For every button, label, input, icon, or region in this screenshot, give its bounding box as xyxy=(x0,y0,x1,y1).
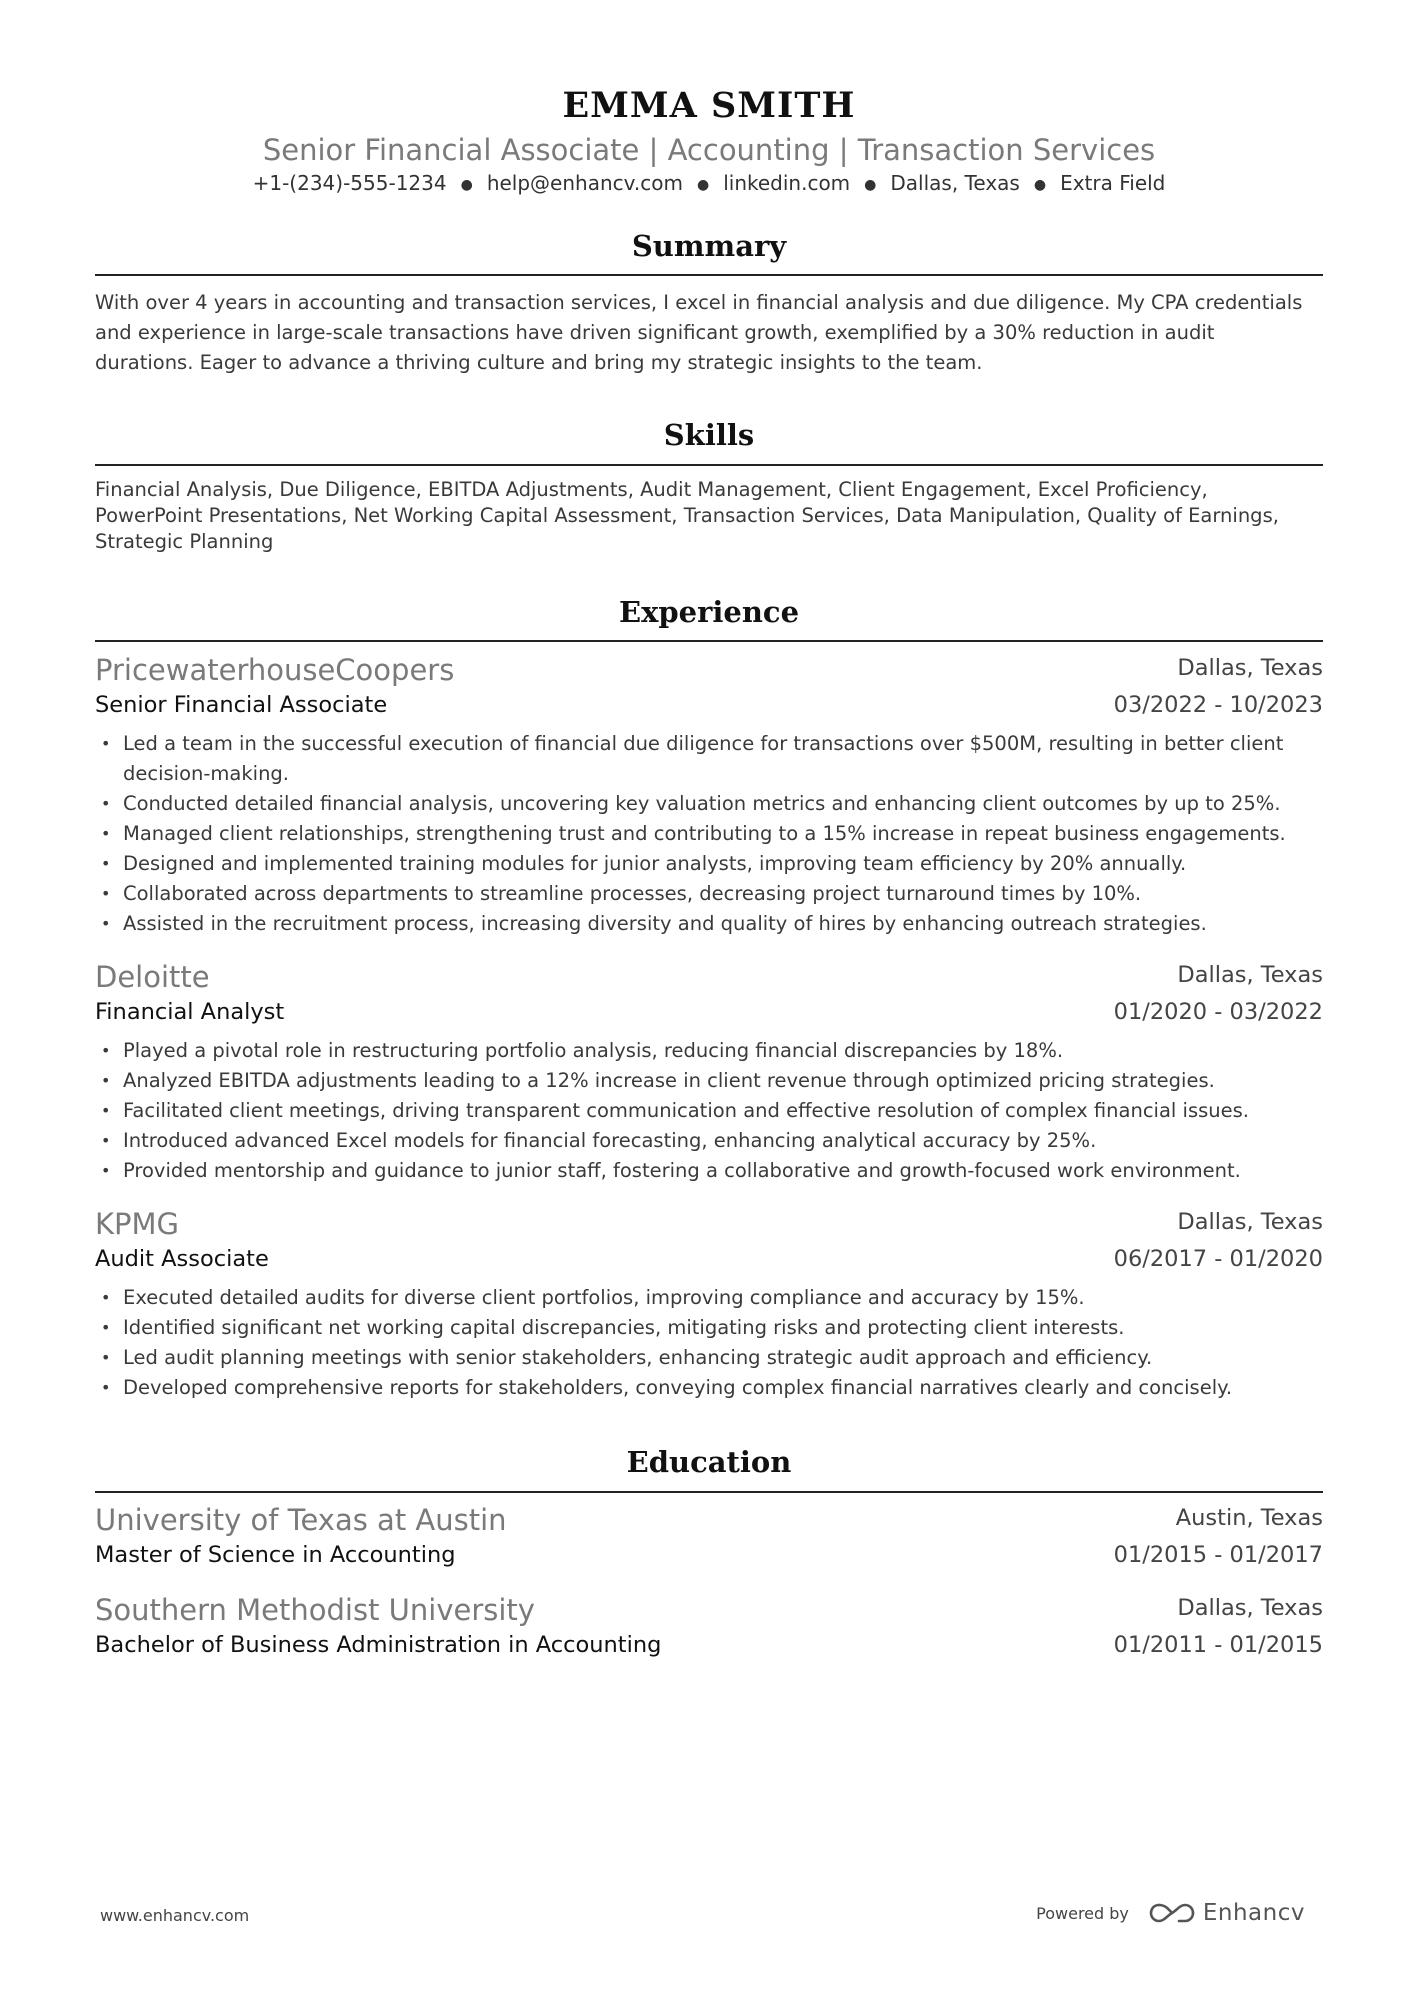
candidate-name: EMMA SMITH xyxy=(562,85,856,126)
bullet-dot-icon: • xyxy=(101,1318,111,1337)
job-dates: 01/2020 - 03/2022 xyxy=(1113,999,1323,1025)
contact-email[interactable]: help@enhancv.com xyxy=(486,171,683,195)
bullet-dot-icon: ● xyxy=(696,176,710,193)
job-role-row xyxy=(95,997,1323,1027)
degree: Bachelor of Business Administration in Accounting xyxy=(95,1632,662,1658)
list-item: • Conducted detailed financial analysis, uncovering key valuation metrics and enhancing client outcomes by up to 25%. xyxy=(95,789,1323,819)
section-divider xyxy=(95,640,1323,642)
list-item: • Executed detailed audits for diverse client portfolios, improving compliance and accuracy by 15%. xyxy=(95,1283,1323,1313)
summary-line: durations. Eager to advance a thriving culture and bring my strategic insights to the team. xyxy=(95,351,983,374)
list-item: • Collaborated across departments to streamline processes, decreasing project turnaround times by 10%. xyxy=(95,879,1323,909)
bullet-dot-icon: • xyxy=(101,854,111,873)
bullet-dot-icon: • xyxy=(101,734,111,753)
bullet-dot-icon: • xyxy=(101,1041,111,1060)
degree: Master of Science in Accounting xyxy=(95,1542,456,1568)
job-dates: 06/2017 - 01/2020 xyxy=(1113,1246,1323,1272)
job-role: Financial Analyst xyxy=(95,999,285,1025)
job-role-row xyxy=(95,1244,1323,1274)
degree-row xyxy=(95,1540,1323,1570)
job-header xyxy=(95,1206,1323,1242)
skills-heading: Skills xyxy=(663,418,755,452)
section-divider xyxy=(95,464,1323,466)
list-item: • Provided mentorship and guidance to junior staff, fostering a collaborative and growth-focused work environment. xyxy=(95,1156,1323,1186)
job-dates: 03/2022 - 10/2023 xyxy=(1113,692,1323,718)
contact-phone: +1-(234)-555-1234 xyxy=(252,171,447,195)
company-name: KPMG xyxy=(95,1207,179,1241)
school-name: University of Texas at Austin xyxy=(95,1503,507,1537)
bullet-dot-icon: ● xyxy=(864,176,877,193)
job-header xyxy=(95,652,1323,688)
brand-logo[interactable] xyxy=(1149,1900,1305,1926)
school-header xyxy=(95,1502,1323,1538)
job-header xyxy=(95,959,1323,995)
list-item: • Developed comprehensive reports for stakeholders, conveying complex financial narratives clearly and concisely. xyxy=(95,1373,1323,1403)
school-name: Southern Methodist University xyxy=(95,1593,535,1627)
contact-extra: Extra Field xyxy=(1060,171,1166,195)
skills-line: PowerPoint Presentations, Net Working Capital Assessment, Transaction Services, Data Manipulation, Quality of Earnings, xyxy=(95,504,1279,527)
list-item: • Facilitated client meetings, driving transparent communication and effective resolution of complex financial issues. xyxy=(95,1096,1323,1126)
contact-linkedin[interactable]: linkedin.com xyxy=(723,171,851,195)
job-location: Dallas, Texas xyxy=(1177,1209,1323,1235)
footer-branding xyxy=(1036,1898,1305,1928)
bullet-dot-icon: • xyxy=(101,1131,111,1150)
bullet-dot-icon: • xyxy=(101,1288,111,1307)
summary-heading: Summary xyxy=(631,229,787,263)
job-role: Senior Financial Associate xyxy=(95,692,388,718)
bullet-dot-icon: ● xyxy=(1033,176,1047,193)
contact-location: Dallas, Texas xyxy=(890,171,1020,195)
list-item: • Led audit planning meetings with senior stakeholders, enhancing strategic audit approach and efficiency. xyxy=(95,1343,1323,1373)
job-location: Dallas, Texas xyxy=(1177,962,1323,988)
summary-text xyxy=(95,288,1323,378)
company-name: PricewaterhouseCoopers xyxy=(95,653,455,687)
list-item: • Assisted in the recruitment process, increasing diversity and quality of hires by enhancing outreach strategies. xyxy=(95,909,1323,939)
job-role-row xyxy=(95,690,1323,720)
school-location: Austin, Texas xyxy=(1175,1505,1323,1531)
bullet-dot-icon: ● xyxy=(460,176,473,193)
job-role: Audit Associate xyxy=(95,1246,269,1272)
list-item: • Identified significant net working capital discrepancies, mitigating risks and protecting client interests. xyxy=(95,1313,1323,1343)
bullet-dot-icon: • xyxy=(101,1161,111,1180)
experience-heading: Experience xyxy=(618,595,800,629)
bullet-dot-icon: • xyxy=(101,1071,111,1090)
bullet-dot-icon: • xyxy=(101,1378,111,1397)
job-location: Dallas, Texas xyxy=(1177,655,1323,681)
degree-row xyxy=(95,1630,1323,1660)
enhancv-logo-icon xyxy=(1149,1901,1195,1925)
bullet-dot-icon: • xyxy=(101,1101,111,1120)
skills-text xyxy=(95,477,1323,555)
bullet-dot-icon: • xyxy=(101,914,111,933)
bullet-dot-icon: • xyxy=(101,824,111,843)
candidate-title: Senior Financial Associate | Accounting | Transaction Services xyxy=(262,133,1156,167)
summary-line: and experience in large-scale transactions have driven significant growth, exemplified by a 30% reduction in audit xyxy=(95,321,1215,344)
section-divider xyxy=(95,274,1323,276)
education-heading: Education xyxy=(626,1445,792,1479)
bullet-dot-icon: • xyxy=(101,884,111,903)
school-header xyxy=(95,1592,1323,1628)
list-item: • Played a pivotal role in restructuring portfolio analysis, reducing financial discrepancies by 18%. xyxy=(95,1036,1323,1066)
list-item: • Managed client relationships, strengthening trust and contributing to a 15% increase in repeat business engagements. xyxy=(95,819,1323,849)
list-item: • Designed and implemented training modules for junior analysts, improving team efficiency by 20% annually. xyxy=(95,849,1323,879)
list-item: • Introduced advanced Excel models for financial forecasting, enhancing analytical accuracy by 25%. xyxy=(95,1126,1323,1156)
section-divider xyxy=(95,1491,1323,1493)
school-location: Dallas, Texas xyxy=(1177,1595,1323,1621)
brand-name: Enhancv xyxy=(1202,1900,1305,1926)
contact-line xyxy=(95,169,1323,199)
powered-by-label: Powered by xyxy=(1036,1903,1129,1923)
list-item: • Analyzed EBITDA adjustments leading to a 12% increase in client revenue through optimized pricing strategies. xyxy=(95,1066,1323,1096)
bullet-dot-icon: • xyxy=(101,794,111,813)
list-item: • Led a team in the successful execution of financial due diligence for transactions over $500M, resulting in better client xyxy=(95,729,1323,759)
summary-line: With over 4 years in accounting and transaction services, I excel in financial analysis and due diligence. My CPA credentials xyxy=(95,291,1303,314)
skills-line: Strategic Planning xyxy=(95,530,274,553)
company-name: Deloitte xyxy=(95,960,210,994)
footer-website-link[interactable]: www.enhancv.com xyxy=(100,1906,250,1925)
skills-line: Financial Analysis, Due Diligence, EBITDA Adjustments, Audit Management, Client Engagement, Excel Proficiency, xyxy=(95,478,1208,501)
list-item-continuation: decision-making. xyxy=(123,762,290,785)
bullet-dot-icon: • xyxy=(101,1348,111,1367)
school-dates: 01/2015 - 01/2017 xyxy=(1113,1542,1323,1568)
school-dates: 01/2011 - 01/2015 xyxy=(1113,1632,1323,1658)
